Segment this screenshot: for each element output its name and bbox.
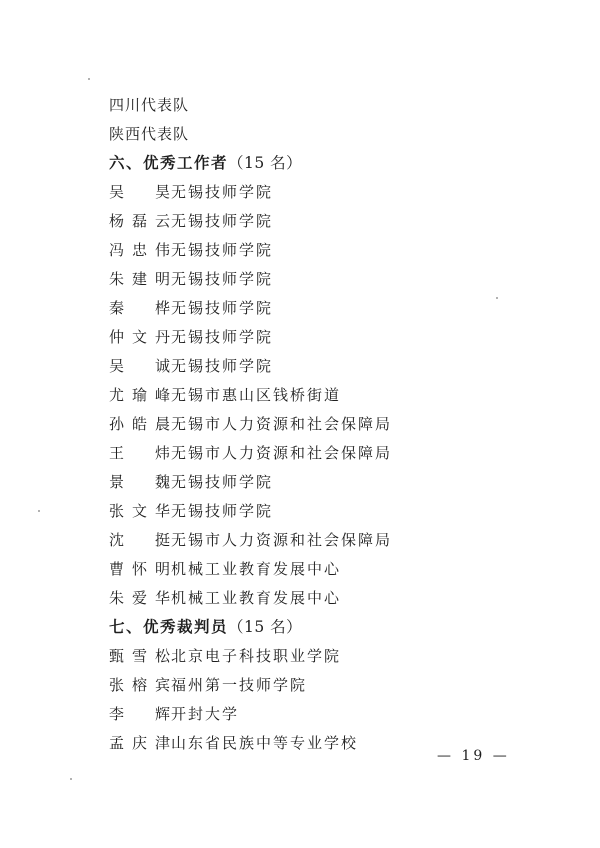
person-name: 吴 昊 (109, 183, 171, 201)
person-name: 张文华 (109, 502, 171, 520)
person-name: 尤瑜峰 (109, 386, 171, 404)
organization: 无锡市人力资源和社会保障局 (171, 415, 393, 433)
team-line: 四川代表队 (109, 96, 190, 114)
page-number: — 19 — (437, 748, 510, 764)
organization: 开封大学 (171, 705, 240, 723)
list-item (109, 468, 569, 497)
list-item (109, 352, 569, 381)
person-name: 仲文丹 (109, 328, 171, 346)
organization: 无锡市人力资源和社会保障局 (171, 444, 393, 462)
list-item (109, 526, 569, 555)
person-name: 李 辉 (109, 705, 171, 723)
person-name: 沈 挺 (109, 531, 171, 549)
list-item (109, 439, 569, 468)
person-name: 冯忠伟 (109, 241, 171, 259)
section-title: 六、优秀工作者 (109, 154, 229, 172)
list-item (109, 323, 569, 352)
organization: 山东省民族中等专业学校 (171, 734, 359, 752)
scan-speck (496, 297, 498, 299)
team-line: 陕西代表队 (109, 125, 190, 143)
section-count: （15 名） (228, 154, 303, 172)
list-item (109, 410, 569, 439)
section-heading-outstanding-workers (109, 149, 569, 178)
organization: 无锡技师学院 (171, 270, 274, 288)
person-name: 吴 诚 (109, 357, 171, 375)
scan-speck (88, 78, 90, 80)
organization: 无锡市惠山区钱桥街道 (171, 386, 342, 404)
organization: 福州第一技师学院 (171, 676, 308, 694)
person-name: 景 魏 (109, 473, 171, 491)
person-name: 王 炜 (109, 444, 171, 462)
list-item (109, 671, 569, 700)
list-item (109, 265, 569, 294)
person-name: 张榕宾 (109, 676, 171, 694)
document-body (109, 91, 569, 758)
person-name: 朱建明 (109, 270, 171, 288)
list-item (109, 381, 569, 410)
scan-speck (38, 510, 40, 512)
organization: 机械工业教育发展中心 (171, 560, 342, 578)
person-name: 朱爱华 (109, 589, 171, 607)
person-name: 孙皓晨 (109, 415, 171, 433)
person-name: 曹怀明 (109, 560, 171, 578)
list-item (109, 236, 569, 265)
list-item (109, 584, 569, 613)
person-name: 杨磊云 (109, 212, 171, 230)
organization: 无锡技师学院 (171, 212, 274, 230)
list-item (109, 497, 569, 526)
list-item (109, 207, 569, 236)
list-item (109, 294, 569, 323)
list-item (109, 642, 569, 671)
organization: 无锡技师学院 (171, 299, 274, 317)
organization: 无锡技师学院 (171, 241, 274, 259)
section-title: 七、优秀裁判员 (109, 618, 229, 636)
organization: 无锡技师学院 (171, 357, 274, 375)
scan-speck (70, 778, 72, 780)
organization: 无锡技师学院 (171, 328, 274, 346)
person-name: 秦 桦 (109, 299, 171, 317)
list-item (109, 700, 569, 729)
list-item (109, 178, 569, 207)
section-count: （15 名） (228, 618, 303, 636)
organization: 机械工业教育发展中心 (171, 589, 342, 607)
organization: 无锡技师学院 (171, 502, 274, 520)
organization: 北京电子科技职业学院 (171, 647, 342, 665)
section-heading-outstanding-referees (109, 613, 569, 642)
organization: 无锡市人力资源和社会保障局 (171, 531, 393, 549)
person-name: 甄雪松 (109, 647, 171, 665)
organization: 无锡技师学院 (171, 473, 274, 491)
list-item (109, 555, 569, 584)
person-name: 孟庆津 (109, 734, 171, 752)
organization: 无锡技师学院 (171, 183, 274, 201)
